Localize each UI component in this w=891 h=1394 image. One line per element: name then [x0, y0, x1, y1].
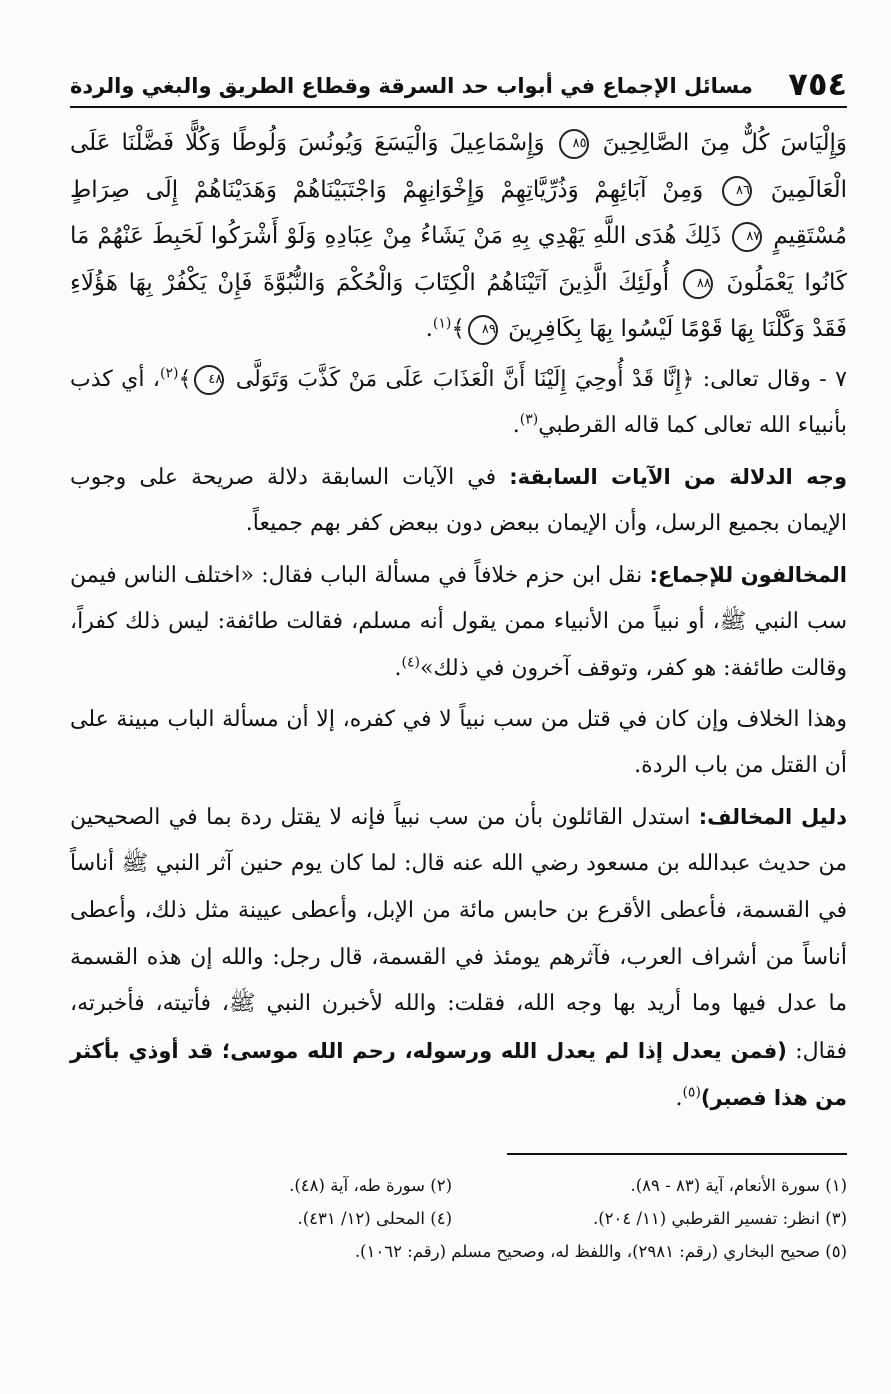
period: . — [394, 656, 402, 682]
footnote-2: (٢) سورة طه، آية (٤٨). — [289, 1176, 452, 1195]
quran-verses — [70, 120, 847, 353]
quran-bracket-open: ﴿ — [681, 366, 695, 392]
footnote-ref: (٢) — [160, 365, 179, 382]
quran-bracket-close: ﴾ — [451, 316, 465, 342]
footnote-5: (٥) صحيح البخاري (رقم: ٢٩٨١)، واللفظ له، وصحيح مسلم (رقم: ١٠٦٢). — [354, 1242, 847, 1261]
evidence-paragraph — [70, 454, 847, 548]
verse-text: وَإِلْيَاسَ كُلٌّ مِنَ الصَّالِحِينَ — [602, 130, 848, 156]
evidence-label: وجه الدلالة من الآيات السابقة: — [509, 464, 847, 489]
verse-text: وَإِسْمَاعِيلَ وَالْيَسَعَ وَيُونُسَ وَلُوطًا وَكُلًّا فَضَّلْنَا عَلَى الْعَالَمِينَ — [70, 130, 847, 203]
ayah-number: ٨٥ — [559, 129, 589, 159]
evidence-text: في الآيات السابقة دلالة صريحة على وجوب الإيمان بجميع الرسل، وأن الإيمان ببعض دون ببعض كفر بهم جميعاً. — [70, 464, 847, 537]
item-7 — [70, 357, 847, 450]
ayah-number: ٨٦ — [722, 176, 752, 206]
footnote-1: (١) سورة الأنعام، آية (٨٣ - ٨٩). — [630, 1176, 847, 1195]
ayah-number: ٨٩ — [468, 315, 498, 345]
ayah-number: ٨٨ — [683, 269, 713, 299]
footnote-3: (٣) انظر: تفسير القرطبي (١١/ ٢٠٤). — [592, 1209, 847, 1228]
footnote-ref: (٥) — [682, 1085, 701, 1102]
period: . — [512, 413, 520, 439]
ayah-number: ٤٨ — [194, 365, 224, 395]
item-7-text: ، أي كذب بأنبياء الله تعالى كما قاله القرطبي — [70, 366, 847, 439]
footnote-4: (٤) المحلى (١٢/ ٤٣١). — [297, 1209, 452, 1228]
footnote-row — [70, 1169, 847, 1202]
note-paragraph — [70, 697, 847, 790]
period: . — [425, 316, 433, 342]
item-7-prefix: ٧ - وقال تعالى: — [694, 366, 847, 392]
opponents-paragraph — [70, 552, 847, 693]
verse-text: ذَلِكَ هُدَى اللَّهِ يَهْدِي بِهِ مَنْ يَشَاءُ مِنْ عِبَادِهِ وَلَوْ أَشْرَكُوا لَحَبِطَ عَنْهُمْ مَا كَانُوا يَعْمَلُونَ — [70, 223, 848, 296]
proof-label: دليل المخالف: — [698, 804, 847, 829]
ayah-number: ٨٧ — [732, 222, 762, 252]
page-number: ٧٥٤ — [788, 65, 847, 103]
footnote-ref: (٣) — [519, 411, 539, 428]
page-header — [70, 58, 847, 108]
footnote-row — [70, 1235, 847, 1268]
proof-text: استدل القائلون بأن من سب نبياً فإنه لا يقتل ردة بما في الصحيحين من حديث عبدالله بن مسعود رضي الله عنه قال: لما كان يوم حنين آثر النبي ﷺ أناساً في القسمة، فأعطى الأقرع بن حابس مائة من الإبل، وأعطى عيينة مثل ذلك، وأعطى أناساً من أشراف العرب، فآثرهم يومئذ في القسمة، قال رجل: والله إن هذه القسمة ما عدل فيها وما أريد بها وجه الله، فقلت: والله لأخبرن النبي ﷺ، فأتيته، فأخبرته، فقال: — [70, 804, 847, 1064]
running-title: مسائل الإجماع في أبواب حد السرقة وقطاع الطريق والبغي والردة — [70, 74, 753, 98]
opponents-text: نقل ابن حزم خلافاً في مسألة الباب فقال: «اختلف الناس فيمن سب النبي ﷺ، أو نبياً من الأنبياء ممن يقول أنه مسلم، فقالت طائفة: ليس ذلك كفراً، وقالت طائفة: هو كفر، وتوقف آخرون في ذلك» — [70, 562, 847, 682]
footnote-divider — [507, 1153, 847, 1155]
verse-text: أُولَئِكَ الَّذِينَ آتَيْنَاهُمُ الْكِتَابَ وَالْحُكْمَ وَالنُّبُوَّةَ فَإِنْ يَكْفُرْ بِهَا هَؤُلَاءِ فَقَدْ وَكَّلْنَا بِهَا قَوْمًا لَيْسُوا بِهَا بِكَافِرِينَ — [70, 269, 847, 342]
proof-paragraph — [70, 794, 847, 1123]
verse-text: وَمِنْ آبَائِهِمْ وَذُرِّيَّاتِهِمْ وَإِخْوَانِهِمْ وَاجْتَبَيْنَاهُمْ وَهَدَيْنَاهُمْ إِلَى صِرَاطٍ مُسْتَقِيمٍ — [70, 176, 848, 249]
hadith-quote: (فمن يعدل إذا لم يعدل الله ورسوله، رحم الله موسى؛ قد أوذي بأكثر من هذا فصبر) — [70, 1038, 847, 1111]
note-text: وهذا الخلاف وإن كان في قتل من سب نبياً لا في كفره، إلا أن مسألة الباب مبينة على أن القتل من باب الردة. — [70, 706, 848, 779]
opponents-label: المخالفون للإجماع: — [649, 562, 847, 587]
period: . — [675, 1086, 683, 1112]
footnote-row — [70, 1202, 847, 1235]
quran-bracket-close: ﴾ — [178, 366, 192, 392]
footnote-ref: (١) — [432, 315, 452, 332]
footnote-ref: (٤) — [401, 654, 421, 671]
verse-text: إِنَّا قَدْ أُوحِيَ إِلَيْنَا أَنَّ الْعَذَابَ عَلَى مَنْ كَذَّبَ وَتَوَلَّى — [235, 366, 682, 392]
